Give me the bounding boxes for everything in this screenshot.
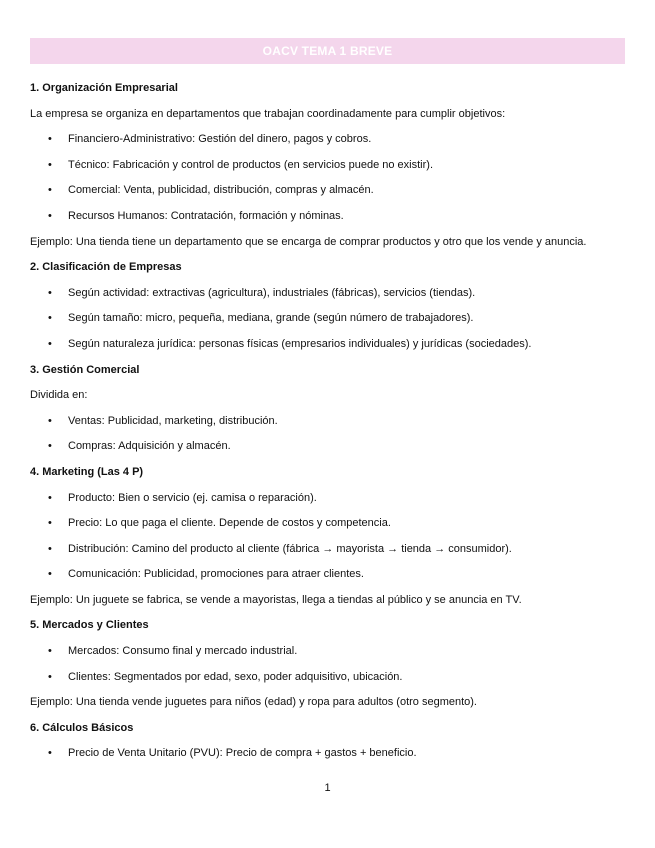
bullet-item <box>30 643 630 669</box>
bullet-item <box>30 541 630 567</box>
bullet-text: Precio: Lo que paga el cliente. Depende de costos y competencia. <box>68 517 391 530</box>
bullet-icon: • <box>48 286 52 299</box>
document-content <box>30 80 630 771</box>
bullet-item <box>30 490 630 516</box>
section-heading: 6. Cálculos Básicos <box>30 721 134 734</box>
bullet-item <box>30 157 630 183</box>
section-heading: 5. Mercados y Clientes <box>30 619 149 632</box>
bullet-icon: • <box>48 312 52 325</box>
paragraph: Dividida en: <box>30 389 88 402</box>
bullet-item <box>30 336 630 362</box>
bullet-icon: • <box>48 542 52 555</box>
bullet-text: Comercial: Venta, publicidad, distribución, compras y almacén. <box>68 184 374 197</box>
page-number: 1 <box>324 782 331 794</box>
bullet-item <box>30 669 630 695</box>
paragraph: Ejemplo: Una tienda tiene un departamento que se encarga de comprar productos y otro que los vende y anuncia. <box>30 235 587 248</box>
bullet-icon: • <box>48 209 52 222</box>
bullet-text: Recursos Humanos: Contratación, formación y nóminas. <box>68 209 344 222</box>
bullet-text: Clientes: Segmentados por edad, sexo, poder adquisitivo, ubicación. <box>68 670 403 683</box>
bullet-item <box>30 413 630 439</box>
bullet-icon: • <box>48 133 52 146</box>
bullet-text: Compras: Adquisición y almacén. <box>68 440 231 453</box>
bullet-text: Según actividad: extractivas (agricultura), industriales (fábricas), servicios (tiendas). <box>68 286 476 299</box>
section-heading: 2. Clasificación de Empresas <box>30 261 182 274</box>
bullet-item <box>30 566 630 592</box>
bullet-text: Precio de Venta Unitario (PVU): Precio de compra + gastos + beneficio. <box>68 747 417 760</box>
bullet-item <box>30 745 630 771</box>
bullet-item <box>30 285 630 311</box>
bullet-icon: • <box>48 158 52 171</box>
bullet-icon: • <box>48 440 52 453</box>
bullet-text: Producto: Bien o servicio (ej. camisa o reparación). <box>68 491 317 504</box>
bullet-item <box>30 131 630 157</box>
bullet-item <box>30 208 630 234</box>
paragraph: Ejemplo: Un juguete se fabrica, se vende a mayoristas, llega a tiendas al público y se anuncia en TV. <box>30 593 522 606</box>
bullet-text: Ventas: Publicidad, marketing, distribución. <box>68 414 278 427</box>
bullet-text: Distribución: Camino del producto al cliente (fábrica → mayorista → tienda → consumidor). <box>68 542 512 555</box>
bullet-icon: • <box>48 184 52 197</box>
bullet-item <box>30 310 630 336</box>
bullet-text: Comunicación: Publicidad, promociones para atraer clientes. <box>68 568 364 581</box>
bullet-icon: • <box>48 517 52 530</box>
bullet-text: Según naturaleza jurídica: personas físicas (empresarios individuales) y jurídicas (sociedades). <box>68 337 532 350</box>
title-banner <box>30 38 625 64</box>
section-heading: 3. Gestión Comercial <box>30 363 140 376</box>
bullet-item <box>30 515 630 541</box>
bullet-icon: • <box>48 414 52 427</box>
bullet-text: Mercados: Consumo final y mercado industrial. <box>68 645 298 658</box>
document-title: OACV TEMA 1 BREVE <box>262 44 393 58</box>
bullet-icon: • <box>48 491 52 504</box>
paragraph: Ejemplo: Una tienda vende juguetes para niños (edad) y ropa para adultos (otro segmento). <box>30 696 477 709</box>
bullet-item <box>30 438 630 464</box>
bullet-icon: • <box>48 645 52 658</box>
bullet-icon: • <box>48 747 52 760</box>
bullet-icon: • <box>48 337 52 350</box>
paragraph: La empresa se organiza en departamentos que trabajan coordinadamente para cumplir objetivos: <box>30 107 506 120</box>
bullet-icon: • <box>48 670 52 683</box>
bullet-text: Financiero-Administrativo: Gestión del dinero, pagos y cobros. <box>68 133 372 146</box>
section-heading: 1. Organización Empresarial <box>30 82 178 94</box>
bullet-icon: • <box>48 568 52 581</box>
bullet-text: Según tamaño: micro, pequeña, mediana, grande (según número de trabajadores). <box>68 312 474 325</box>
section-heading: 4. Marketing (Las 4 P) <box>30 465 144 478</box>
bullet-text: Técnico: Fabricación y control de productos (en servicios puede no existir). <box>68 158 434 171</box>
bullet-item <box>30 182 630 208</box>
